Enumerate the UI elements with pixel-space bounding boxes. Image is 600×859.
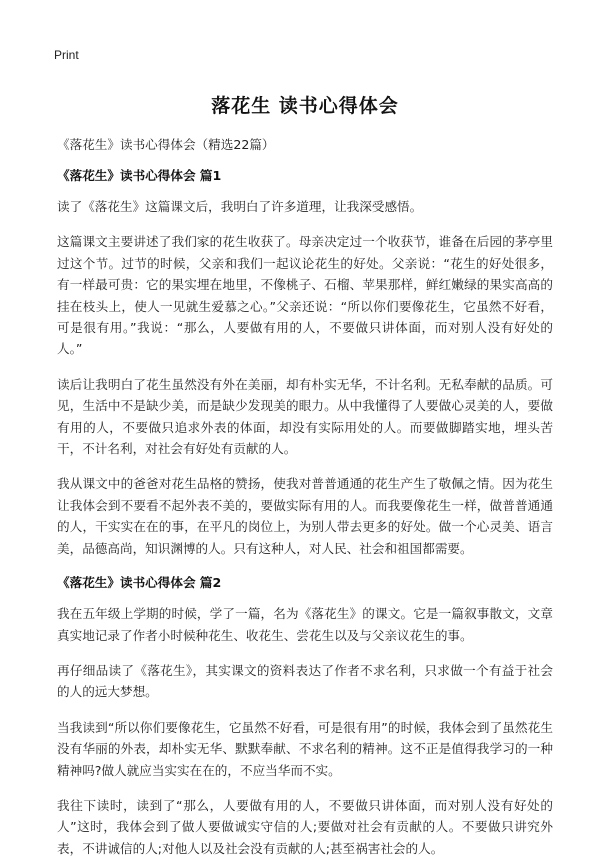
paragraph: 我在五年级上学期的时候，学了一篇，名为《落花生》的课文。它是一篇叙事散文，文章真实地记录了作者小时候种花生、收花生、尝花生以及与父亲议花生的事。 [57, 606, 553, 643]
page-title: 落花生 读书心得体会 [211, 95, 399, 117]
paragraph: 再仔细品读了《落花生》，其实课文的资料表达了作者不求名利，只求做一个有益于社会的人的远大梦想。 [57, 662, 553, 700]
paragraph: 读了《落花生》这篇课文后，我明白了许多道理，让我深受感悟。 [57, 199, 423, 214]
document-subtitle: 《落花生》读书心得体会（精选22篇） [57, 137, 275, 152]
paragraph: 读后让我明白了花生虽然没有外在美丽，却有朴实无华，不计名利。无私奉献的品质。可见，生活中不是缺少美，而是缺少发现美的眼力。从中我懂得了人要做心灵美的人，要做有用的人，不要做只追求外表的体面，却没有实际用处的人。而要做脚踏实地，埋头苦干，不计名利，对社会有好处有贡献的人。 [57, 376, 553, 457]
section-heading: 《落花生》读书心得体会 篇2 [57, 575, 222, 591]
print-link[interactable]: Print [54, 48, 79, 62]
paragraph: 我从课文中的爸爸对花生品格的赞扬，使我对普普通通的花生产生了敬佩之情。因为花生让我体会到不要看不起外表不美的，要做实际有用的人。而我要像花生一样，做普普通通的人，干实实在在的事，在平凡的岗位上，为别人带去更多的好处。做一个心灵美、语言美，品德高尚，知识渊博的人。只有这种人，对人民、社会和祖国都需要。 [57, 476, 553, 556]
section-2 [57, 573, 553, 859]
section-heading: 《落花生》读书心得体会 篇1 [57, 168, 222, 183]
section-1 [57, 166, 553, 559]
paragraph: 当我读到“所以你们要像花生，它虽然不好看，可是很有用”的时候，我体会到了虽然花生没有华丽的外表，却朴实无华、默默奉献、不求名利的精神。这不正是值得我学习的一种精神吗?做人就应当实实在在的，不应当华而不实。 [57, 719, 553, 778]
paragraph: 我往下读时，读到了“那么，人要做有用的人，不要做只讲体面，而对别人没有好处的人”这时，我体会到了做人要做诚实守信的人;要做对社会有贡献的人。不要做只讲究外表，不讲诚信的人;对他人以及社会没有贡献的人;甚至祸害社会的人。 [57, 797, 553, 856]
paragraph: 这篇课文主要讲述了我们家的花生收获了。母亲决定过一个收获节，谁备在后园的茅亭里过这个节。过节的时候，父亲和我们一起议论花生的好处。父亲说：“花生的好处很多，有一样最可贵：它的果实埋在地里，不像桃子、石榴、苹果那样，鲜红嫩绿的果实高高的挂在枝头上，使人一见就生爱慕之心。”父亲还说：“所以你们要像花生，它虽然不好看，可是很有用。”我说：“那么，人要做有用的人，不要做只讲体面，而对别人没有好处的人。” [57, 234, 553, 357]
